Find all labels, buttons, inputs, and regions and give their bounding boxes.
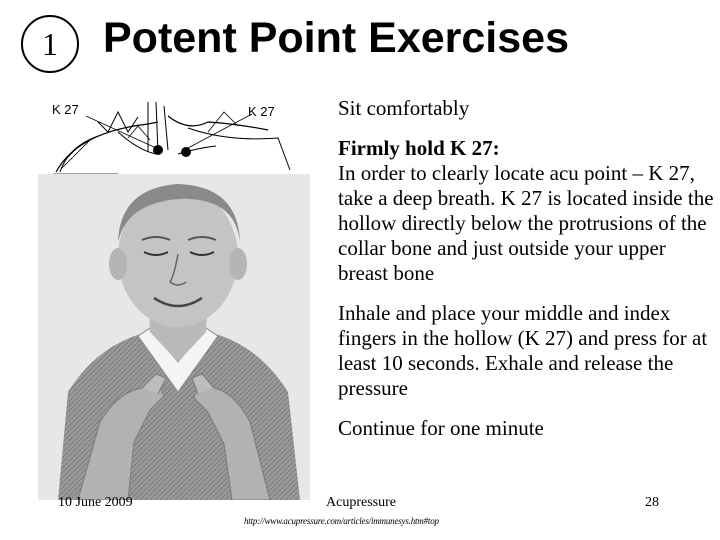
step-hold-k27-heading: Firmly hold K 27: (338, 136, 500, 160)
step-press-k27: Inhale and place your middle and index fingers in the hollow (K 27) and press for at least 10 seconds. Exhale and release the pressure (338, 301, 708, 400)
man-pressing-k27-photo (38, 174, 310, 500)
step-sit-comfortably: Sit comfortably (338, 96, 470, 120)
footer-date: 10 June 2009 (58, 495, 133, 510)
slide-number: 1 (42, 25, 58, 62)
step-hold-k27-body: In order to clearly locate acu point – K 27, take a deep breath. K 27 is located inside the hollow directly below the protrusions of the collar bone and just outside your upper breast bone (338, 161, 714, 285)
k27-label-right: K 27 (248, 104, 275, 119)
footer-title: Acupressure (326, 495, 396, 510)
step-continue: Continue for one minute (338, 416, 544, 440)
k27-label-left: K 27 (52, 102, 79, 117)
slide-number-badge (21, 15, 79, 73)
instructions (338, 96, 718, 456)
k27-point-left (153, 145, 163, 155)
step-hold-k27 (338, 136, 718, 286)
collarbone-diagram (52, 102, 290, 174)
footer-page-number: 28 (645, 495, 659, 510)
k27-point-right (181, 147, 191, 157)
slide-title: Potent Point Exercises (103, 14, 569, 62)
acupressure-illustration (38, 92, 310, 500)
footer-source-url: http://www.acupressure.com/articles/immunesys.htm#top (244, 516, 439, 526)
